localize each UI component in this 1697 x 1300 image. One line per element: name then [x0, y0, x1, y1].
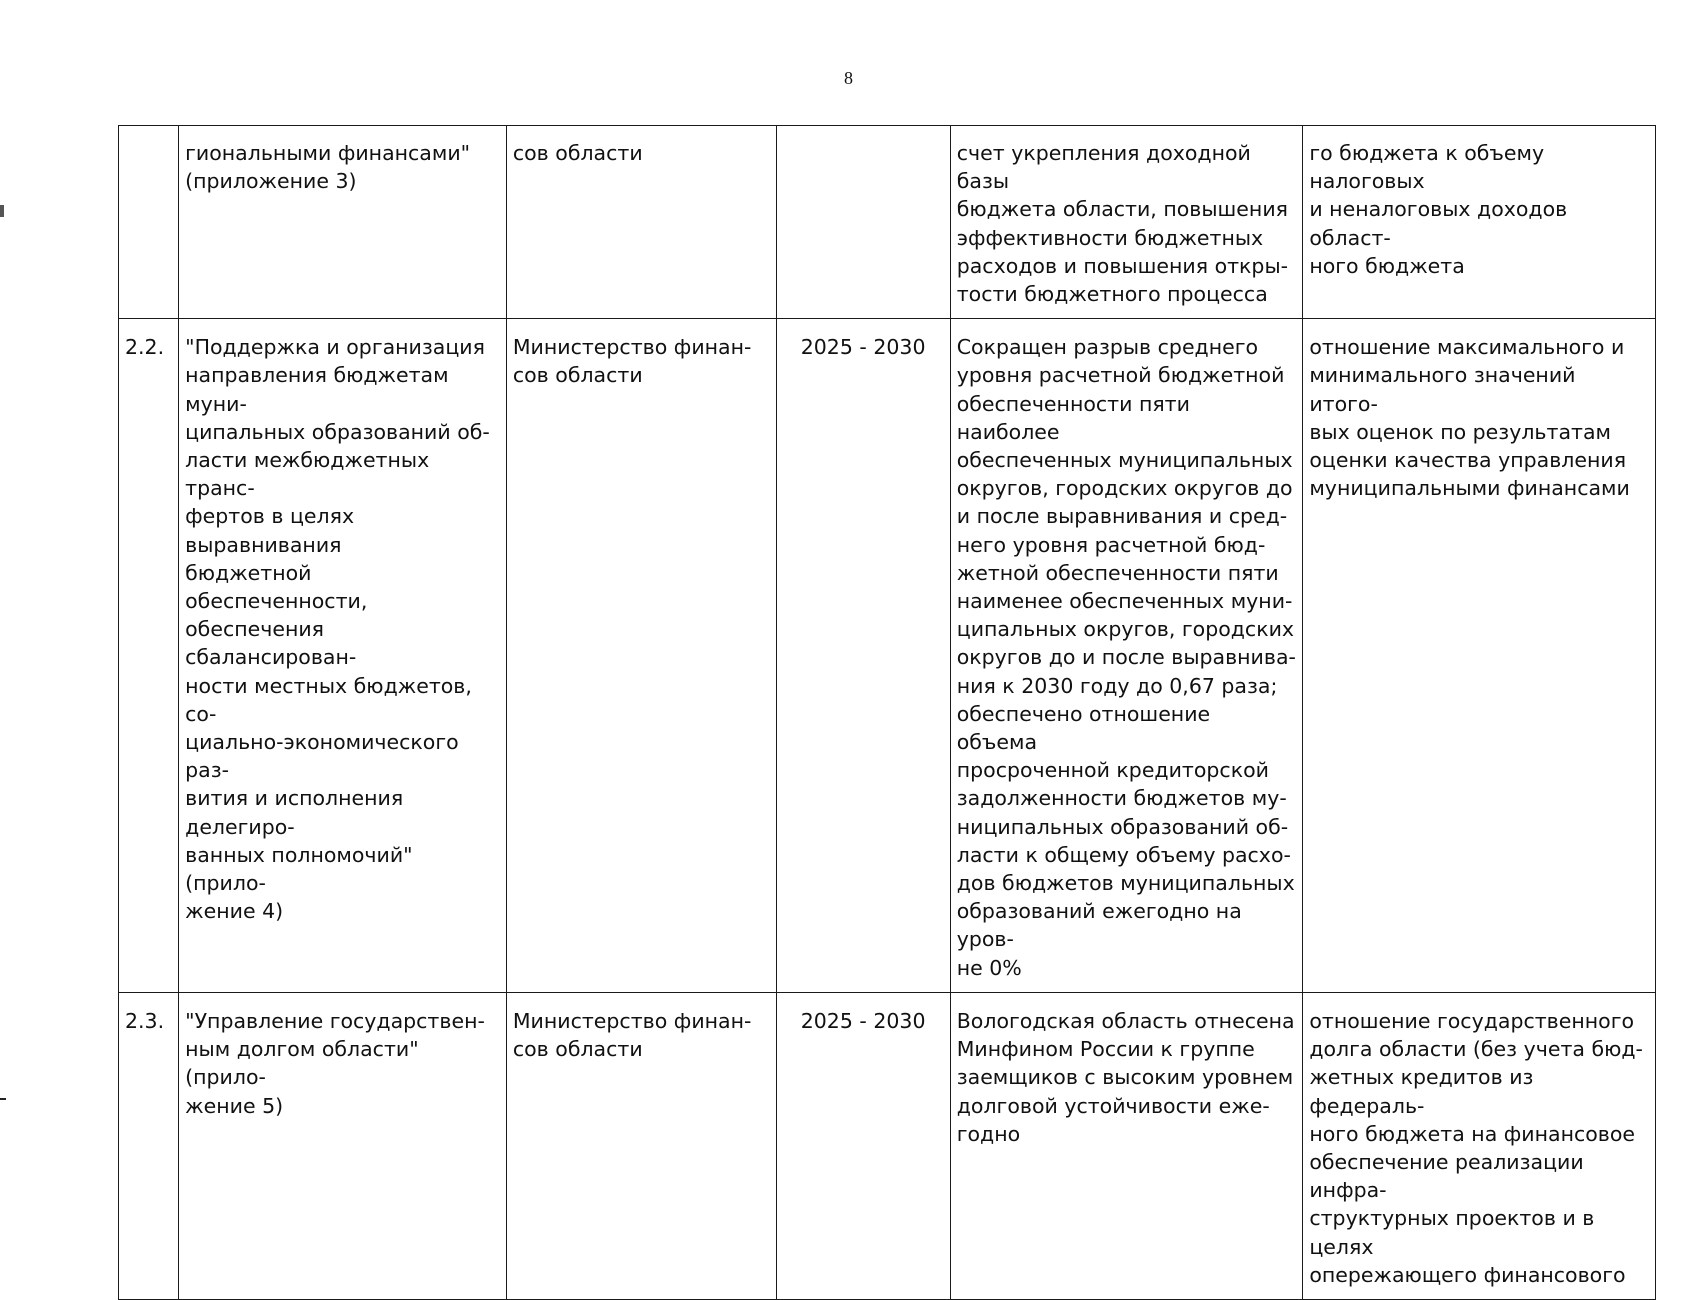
row-number-cell	[119, 126, 179, 319]
executor-cell: сов области	[506, 126, 776, 319]
table-row	[119, 319, 1656, 993]
executor-cell: Министерство финан- сов области	[506, 992, 776, 1299]
period-cell: 2025 - 2030	[776, 992, 950, 1299]
page-number: 8	[844, 68, 853, 88]
table-row	[119, 126, 1656, 319]
scan-artifact-mark	[0, 205, 4, 217]
period-cell	[776, 126, 950, 319]
period-cell: 2025 - 2030	[776, 319, 950, 993]
measure-name-cell: "Поддержка и организация направления бюджетам муни- ципальных образований об- ласти межбюджетных транс- фертов в целях выравнивания бюджетной обеспеченности, обеспечения сбалансирован- ности местных бюджетов, со- циально-экономического раз- вития и исполнения делегиро- ванных полномочий" (прило- жение 4)	[179, 319, 507, 993]
expected-result-cell: Сокращен разрыв среднего уровня расчетной бюджетной обеспеченности пяти наиболее обеспеченных муниципальных округов, городских округов до и после выравнивания и сред- него уровня расчетной бюд- жетной обеспеченности пяти наименее обеспеченных муни- ципальных округов, городских округов до и после выравнива- ния к 2030 году до 0,67 раза; обеспечено отношение объема просроченной кредиторской задолженности бюджетов му- ниципальных образований об- ласти к общему объему расхо- дов бюджетов муниципальных образований ежегодно на уров- не 0%	[950, 319, 1303, 993]
row-number-cell: 2.2.	[119, 319, 179, 993]
table-row	[119, 992, 1656, 1299]
expected-result-cell: Вологодская область отнесена Минфином России к группе заемщиков с высоким уровнем долговой устойчивости еже- годно	[950, 992, 1303, 1299]
measure-name-cell: "Управление государствен- ным долгом области" (прило- жение 5)	[179, 992, 507, 1299]
expected-result-cell: счет укрепления доходной базы бюджета области, повышения эффективности бюджетных расходов и повышения откры- тости бюджетного процесса	[950, 126, 1303, 319]
indicator-cell: го бюджета к объему налоговых и неналоговых доходов област- ного бюджета	[1303, 126, 1656, 319]
measure-name-cell: гиональными финансами" (приложение 3)	[179, 126, 507, 319]
scan-artifact-mark	[0, 1098, 6, 1100]
row-number-cell: 2.3.	[119, 992, 179, 1299]
program-measures-table	[118, 125, 1656, 1300]
indicator-cell: отношение максимального и минимального значений итого- вых оценок по результатам оценки качества управления муниципальными финансами	[1303, 319, 1656, 993]
executor-cell: Министерство финан- сов области	[506, 319, 776, 993]
indicator-cell: отношение государственного долга области (без учета бюд- жетных кредитов из федераль- ного бюджета на финансовое обеспечение реализации инфра- структурных проектов и в целях опережающего финансового	[1303, 992, 1656, 1299]
